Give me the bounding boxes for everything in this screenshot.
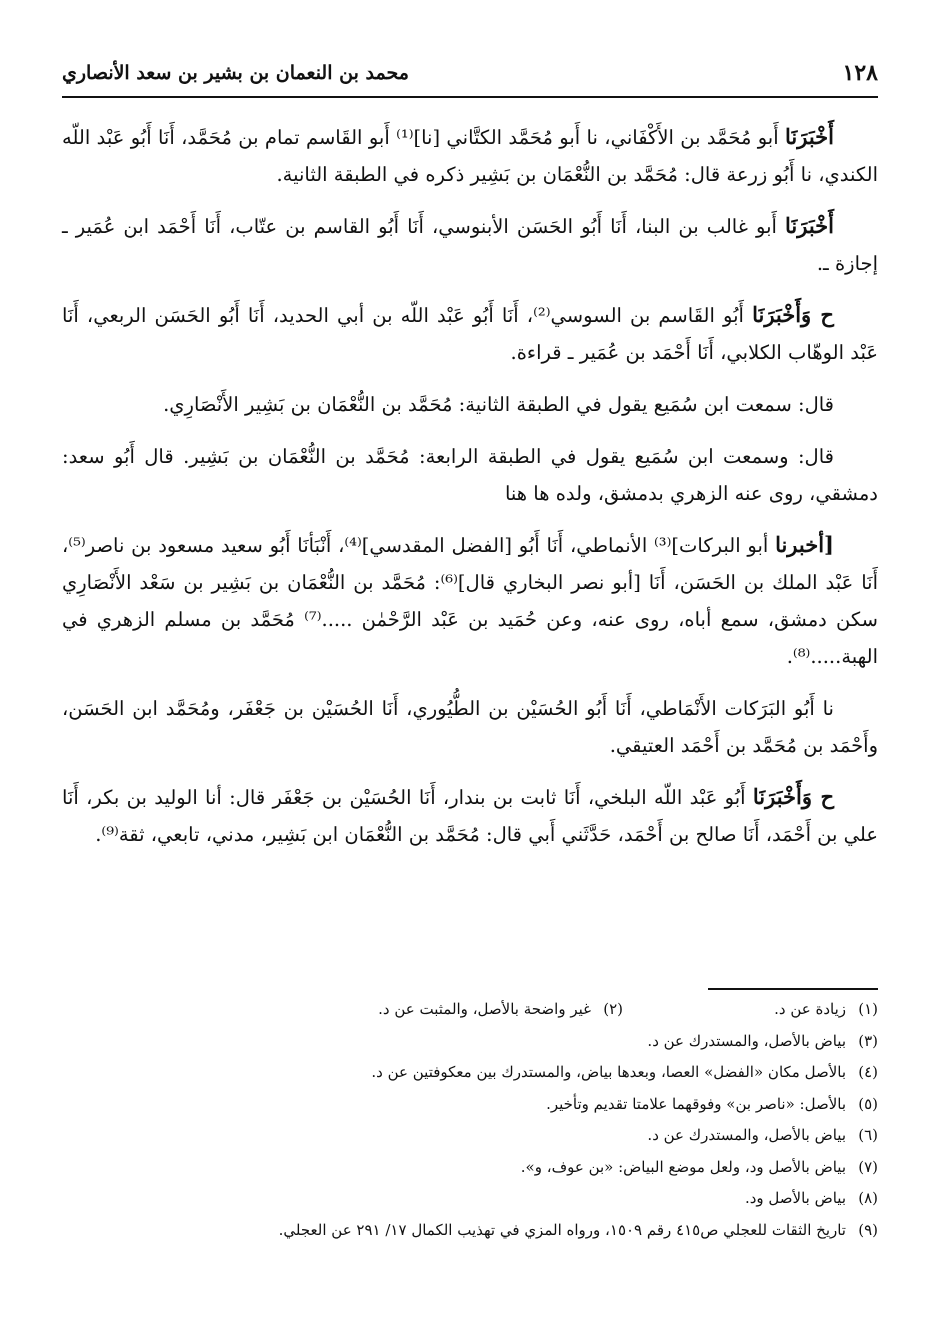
paragraph-keyword: [أخبرنا: [775, 532, 834, 557]
footnote-number: (٢): [603, 1000, 623, 1018]
footnote: [378, 994, 623, 1026]
header-rule: [62, 96, 878, 98]
footnote-row: [62, 1152, 878, 1184]
footnote-text: زيادة عن د.: [774, 1000, 846, 1018]
paragraph: [62, 437, 878, 512]
footnote-rule: [708, 988, 878, 990]
paragraph-text: أَبو غالب بن البنا، أَنَا أَبُو الحَسَن الأبنوسي، أَنَا أَبُو القاسم بن عتّاب، أَنَا أَحْمَد ابن عُمَير ـ إجازة ـ.: [62, 215, 878, 275]
footnote: [546, 1089, 878, 1121]
running-title: محمد بن النعمان بن بشير بن سعد الأنصاري: [62, 62, 409, 84]
footnote: [623, 994, 878, 1026]
paragraph: [62, 778, 878, 853]
page-number: ١٢٨: [842, 60, 878, 86]
footnote-row: [62, 994, 878, 1026]
footnote-row: [62, 1183, 878, 1215]
footnote-number: (٥): [858, 1094, 878, 1113]
paragraph-text: أبو البركات]⁽³⁾ الأنماطي، أَنَا أَبُو [الفضل المقدسي]⁽⁴⁾، أَنْبَأنَا أَبُو سعيد مسعود بن ناصر⁽⁵⁾، أَنَا عَبْد الملك بن الحَسَن، أَنَا [أبو نصر البخاري قال]⁽⁶⁾: مُحَمَّد بن النُّعْمَان بن بَشِير بن سَعْد الأَنْصَارِي سكن دمشق، سمع أباه، روى عنه، وعن حُمَيد بن عَبْد الرَّحْمٰن .....⁽⁷⁾ مُحَمَّد بن مسلم الزهري في الهبة.....⁽⁸⁾.: [62, 534, 879, 668]
footnote: [647, 1026, 878, 1058]
footnote-row: [62, 1120, 878, 1152]
footnote: [279, 1215, 878, 1247]
paragraph-text: نا أَبُو البَرَكات الأَنْمَاطي، أَنَا أَبُو الحُسَيْن بن الطُّيُوري، أَنَا الحُسَيْن بن جَعْفَر، ومُحَمَّد ابن الحَسَن، وأَحْمَد بن مُحَمَّد بن أَحْمَد العتيقي.: [62, 697, 878, 757]
footnote-text: بالأصل: «ناصر بن» وفوقهما علامتا تقديم وتأخير.: [546, 1094, 846, 1113]
paragraph-text: قال: وسمعت ابن سُمَيع يقول في الطبقة الرابعة: مُحَمَّد بن النُّعْمَان بن بَشِير. قال أَبُو سعد: دمشقي، روى عنه الزهري بدمشق، ولده ها هنا: [62, 445, 878, 505]
paragraph-text: أَبُو القَاسم بن السوسي⁽²⁾، أَنَا أَبُو عَبْد اللّه بن أبي الحديد، أَنَا أَبُو الحَسَن الربعي، أَنَا عَبْد الوهّاب الكلابي، أَنَا أَحْمَد بن عُمَير ـ قراءة.: [62, 304, 878, 364]
footnotes: [62, 994, 878, 1246]
footnote-text: غير واضحة بالأصل، والمثبت عن د.: [378, 1000, 591, 1018]
page-header: [62, 52, 878, 94]
footnote-text: بالأصل مكان «الفضل» العصا، وبعدها بياض، والمستدرك بين معكوفتين عن د.: [371, 1063, 846, 1081]
paragraph: [62, 526, 878, 675]
footnote-text: بياض بالأصل ود.: [744, 1189, 846, 1207]
footnote-text: بياض بالأصل، والمستدرك عن د.: [647, 1031, 846, 1050]
footnote-text: بياض بالأصل ود، ولعل موضع البياض: «بن عوف، و».: [520, 1157, 846, 1176]
paragraph-text: أَبُو عَبْد اللّه البلخي، أَنَا ثابت بن بندار، أَنَا الحُسَيْن بن جَعْفَر قال: أنا الوليد بن بكر، أَنَا علي بن أَحْمَد، أَنَا صالح بن أَحْمَد، حَدَّثَني أَبي قال: مُحَمَّد بن النُّعْمَان ابن بَشِير، مدني، تابعي، ثقة⁽⁹⁾.: [62, 786, 878, 846]
paragraph-text: أَبو مُحَمَّد بن الأَكْفَاني، نا أَبو مُحَمَّد الكتَّاني [نا]⁽¹⁾ أَبو القَاسم تمام بن مُحَمَّد، أَنَا أَبُو عَبْد اللّه الكندي، نا أَبُو زرعة قال: مُحَمَّد بن النُّعْمَان بن بَشِير ذكره في الطبقة الثانية.: [62, 126, 878, 186]
footnote-text: بياض بالأصل، والمستدرك عن د.: [647, 1126, 846, 1144]
footnote-number: (٨): [858, 1189, 878, 1207]
footnote-number: (١): [858, 1000, 878, 1018]
footnote-number: (٤): [858, 1063, 878, 1081]
footnote-number: (٧): [858, 1157, 878, 1176]
footnote: [371, 1057, 878, 1089]
footnote-number: (٣): [858, 1031, 878, 1050]
paragraph-keyword: ح وَأَخْبَرَنَا: [752, 302, 834, 327]
footnote-row: [62, 1215, 878, 1247]
paragraph-keyword: أَخْبَرَنَا: [785, 124, 834, 149]
paragraph: [62, 296, 878, 371]
paragraph: [62, 689, 878, 764]
footnote-row: [62, 1057, 878, 1089]
footnote-row: [62, 1026, 878, 1058]
footnote: [647, 1120, 878, 1152]
footnote-text: تاريخ الثقات للعجلي ص٤١٥ رقم ١٥٠٩، ورواه المزي في تهذيب الكمال ١٧/ ٢٩١ عن العجلي.: [278, 1220, 846, 1239]
paragraph: [62, 207, 878, 282]
footnote-row: [62, 1089, 878, 1121]
paragraph-text: قال: سمعت ابن سُمَيع يقول في الطبقة الثانية: مُحَمَّد بن النُّعْمَان بن بَشِير الأَنْصَارِي.: [163, 393, 834, 416]
footnote: [521, 1152, 878, 1184]
footnote-number: (٩): [858, 1220, 878, 1239]
footnote-number: (٦): [858, 1126, 878, 1144]
paragraph-keyword: أَخْبَرَنَا: [785, 213, 834, 238]
paragraph: [62, 118, 878, 193]
paragraph-keyword: ح وَأَخْبَرَنَا: [752, 784, 834, 809]
footnote: [745, 1183, 878, 1215]
main-text: [62, 118, 878, 867]
paragraph: [62, 385, 878, 423]
